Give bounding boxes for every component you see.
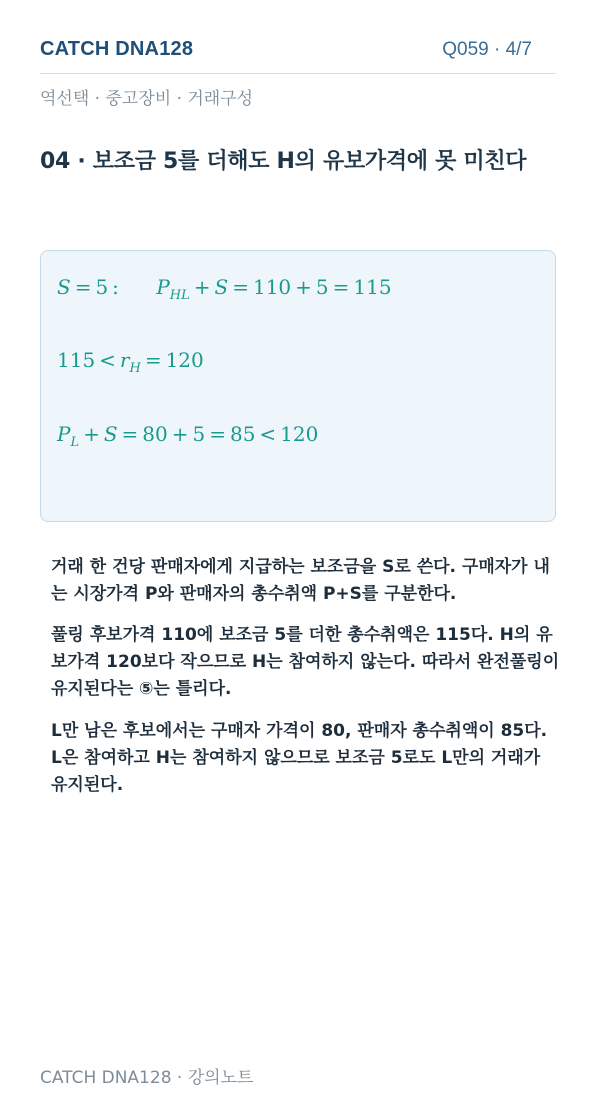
page-footer: CATCH DNA128 · 강의노트: [40, 1068, 254, 1088]
formula-line-1: S = 5 : $P_{HL} + S = 110 + 5 = 115$: [57, 275, 392, 303]
formula-line-2: $115 < r_H = 120$: [57, 348, 204, 376]
paragraph-pooling-analysis: 풀링 후보가격 110에 보조금 5를 더한 총수취액은 115다. H의 유보가격 120보다 작으므로 H는 참여하지 않는다. 따라서 완전풀링이 유지된다는 ⑤는 틀리다.: [51, 625, 560, 699]
breadcrumb: 역선택 · 중고장비 · 거래구성: [40, 89, 254, 109]
paragraph-subsidy-definition: 거래 한 건당 판매자에게 지급하는 보조금을 S로 쓴다. 구매자가 내는 시장가격 P와 판매자의 총수취액 P+S를 구분한다.: [51, 557, 550, 604]
page-indicator: Q059 · 4/7: [442, 39, 532, 60]
formula-line-3: $P_L + S = 80 + 5 = 85 < 120$: [57, 422, 319, 450]
section-title: 04 · 보조금 5를 더해도 H의 유보가격에 못 미친다: [40, 149, 527, 174]
paragraph-l-only-analysis: L만 남은 후보에서는 구매자 가격이 80, 판매자 총수취액이 85다. L은 참여하고 H는 참여하지 않으므로 보조금 5로도 L만의 거래가 유지된다.: [51, 721, 548, 795]
brand-title: CATCH DNA128: [40, 38, 194, 60]
formula-box: [40, 250, 556, 522]
page-header: [40, 36, 556, 74]
